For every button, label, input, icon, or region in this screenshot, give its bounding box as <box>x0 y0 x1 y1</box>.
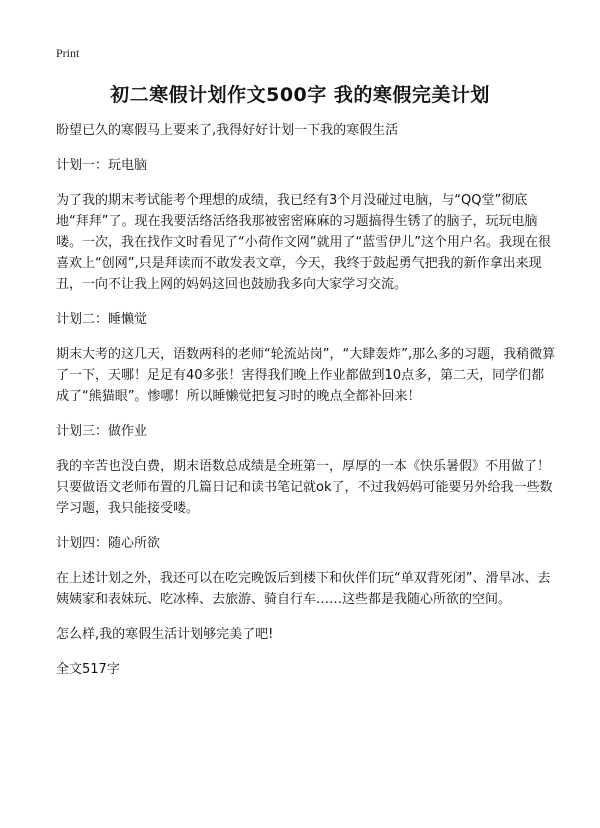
section-3-body: 我的辛苦也没白费，期末语数总成绩是全班第一，厚厚的一本《快乐暑假》不用做了！只要做语文老师布置的几篇日记和读书笔记就ok了，不过我妈妈可能要另外给我一些数学习题，我只能接受喽。 <box>56 459 553 516</box>
section-2-body: 期末大考的这几天，语数两科的老师“轮流站岗”，“大肆轰炸”,那么多的习题，我稍微算了一下，天哪！足足有40多张！害得我们晚上作业都做到10点多，第二天，同学们都成了“熊猫眼”。惨哪！所以睡懒觉把复习时的晚点全都补回来！ <box>56 347 556 404</box>
closing-paragraph: 怎么样,我的寒假生活计划够完美了吧! <box>56 627 274 642</box>
section-1-heading: 计划一：玩电脑 <box>56 158 148 173</box>
section-1-body: 为了我的期末考试能考个理想的成绩，我已经有3个月没碰过电脑，与“QQ堂”彻底地“拜拜”了。现在我要活络活络我那被密密麻麻的习题搞得生锈了的脑子，玩玩电脑喽。一次，我在找作文时看见了“小荷作文网”就用了“蓝雪伊儿”这个用户名。我现在很喜欢上“创网”,只是拜读而不敢发表文章，今天，我终于鼓起勇气把我的新作拿出来现丑，一向不让我上网的妈妈这回也鼓励我多向大家学习交流。 <box>56 193 551 292</box>
section-4-body: 在上述计划之外，我还可以在吃完晚饭后到楼下和伙伴们玩“单双背死闭”、滑旱冰、去姨姨家和表妹玩、吃冰棒、去旅游、骑自行车……这些都是我随心所欲的空间。 <box>56 571 551 607</box>
intro-paragraph: 盼望已久的寒假马上要来了,我得好好计划一下我的寒假生活 <box>56 123 399 138</box>
document-title: 初二寒假计划作文500字 我的寒假完美计划 <box>110 84 490 106</box>
section-4-heading: 计划四：随心所欲 <box>56 536 161 551</box>
print-label[interactable]: Print <box>56 46 80 60</box>
section-2-heading: 计划二：睡懒觉 <box>56 312 148 327</box>
word-count: 全文517字 <box>56 662 120 677</box>
section-3-heading: 计划三：做作业 <box>56 424 148 439</box>
document-body <box>56 120 556 694</box>
